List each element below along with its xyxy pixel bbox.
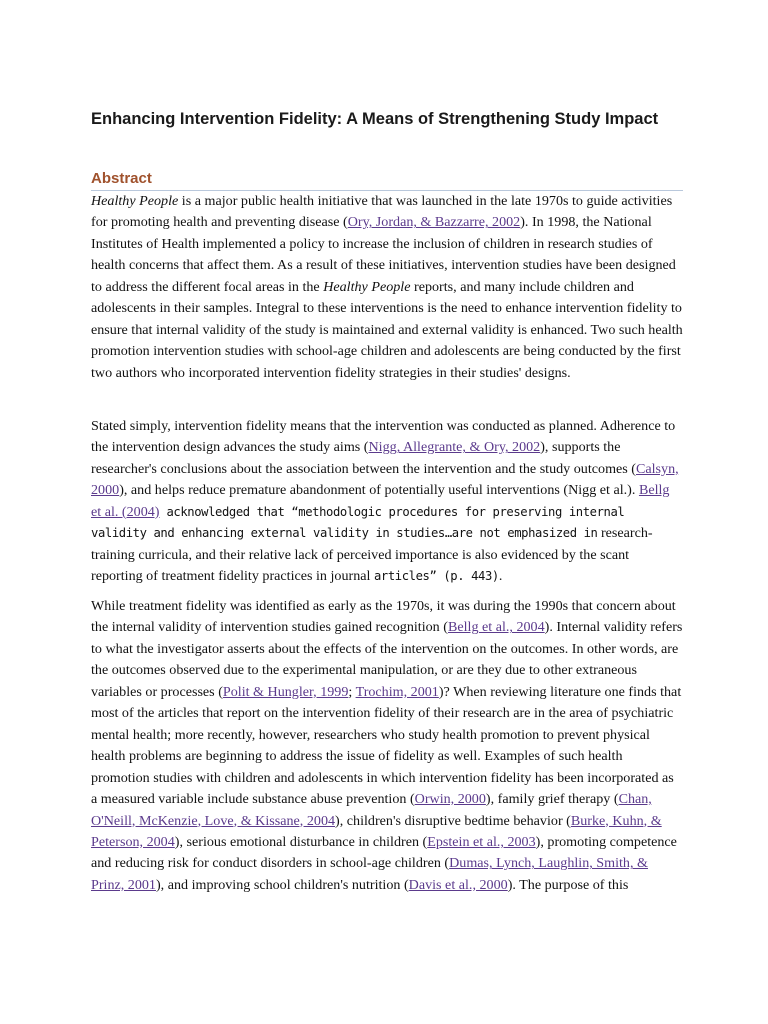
text-run: Stated simply, intervention fidelity means that the intervention was conducted as planned. Adherence to the intervention design advances the study aims (	[91, 418, 676, 456]
citation-link-orwin-2000[interactable]: Orwin, 2000	[414, 791, 486, 808]
citation-link-bellg-2004[interactable]: Bellg et al. (2004)	[91, 482, 670, 520]
text-run: reports, and many include children and adolescents in their samples. Integral to these interventions is the need to enhance intervention fidelity to ensure that internal validity of the study is maintained and external validity is enhanced. Two such health promotion intervention studies with school-age children and adolescents are being conducted by the first two authors who incorporated intervention fidelity strategies in their studies' designs.	[91, 278, 683, 381]
abstract-heading: Abstract	[91, 170, 152, 187]
citation-link-trochim-2001[interactable]: Trochim, 2001	[355, 683, 439, 700]
citation-link-polit-1999[interactable]: Polit & Hungler, 1999	[222, 683, 349, 700]
citation-link-burke-2004[interactable]: Burke, Kuhn, & Peterson, 2004	[91, 812, 662, 850]
text-run: ), and helps reduce premature abandonment of potentially useful interventions (Nigg et al.).	[119, 482, 639, 499]
quoted-text: articles” (p. 443)	[373, 569, 499, 584]
citation-link-bellg-2004b[interactable]: Bellg et al., 2004	[447, 619, 545, 636]
article-title: Enhancing Intervention Fidelity: A Means of Strengthening Study Impact	[91, 110, 659, 128]
text-run: ). The purpose of this	[507, 876, 629, 893]
text-run: ), supports the researcher's conclusions about the association between the intervention and the study outcomes (	[91, 439, 636, 477]
citation-link-nigg-2002[interactable]: Nigg, Allegrante, & Ory, 2002	[368, 439, 541, 456]
citation-link-davis-2000[interactable]: Davis et al., 2000	[408, 876, 508, 893]
text-run: ). In 1998, the National Institutes of Health implemented a policy to increase the inclusion of children in research studies of health concerns that affect them. As a result of these initiatives, intervention studies have been designed to address the different focal areas in the	[91, 214, 676, 295]
citation-link-epstein-2003[interactable]: Epstein et al., 2003	[427, 833, 536, 850]
abstract-paragraph-3	[91, 596, 683, 896]
text-run: ), and improving school children's nutrition (	[155, 876, 409, 893]
text-run: ;	[348, 683, 356, 700]
citation-link-chan-2004[interactable]: Chan, O'Neill, McKenzie, Love, & Kissane, 2004	[91, 791, 652, 829]
text-run: research-training curricula, and their relative lack of perceived importance is also evidenced by the scant reporting of treatment fidelity practices in journal	[91, 525, 653, 585]
text-run: ), children's disruptive bedtime behavior (	[335, 812, 571, 829]
emphasis-healthy-people: Healthy People	[91, 193, 179, 209]
abstract-paragraph-1	[91, 191, 683, 384]
text-run: ), promoting competence and reducing risk for conduct disorders in school-age children (	[91, 833, 677, 872]
text-run: ), family grief therapy (	[485, 791, 619, 808]
citation-link-dumas-2001[interactable]: Dumas, Lynch, Laughlin, Smith, & Prinz, 2001	[91, 855, 648, 893]
text-run: is a major public health initiative that was launched in the late 1970s to guide activities for promoting health and preventing disease (	[91, 193, 673, 231]
text-run: ), serious emotional disturbance in children (	[174, 833, 428, 850]
citation-link-ory-2002[interactable]: Ory, Jordan, & Bazzarre, 2002	[347, 214, 521, 231]
abstract-paragraph-2	[91, 416, 683, 588]
text-run: ). Internal validity refers to what the investigator asserts about the effects of the intervention on the outcomes. In other words, are the outcomes observed due to the experimental manipulation, or are they due to other extraneous variables or processes (	[91, 619, 683, 700]
text-run: .	[498, 568, 503, 585]
text-run: )? When reviewing literature one finds that most of the articles that report on the intervention fidelity of their research are in the area of psychiatric mental health; more recently, however, researchers who study health promotion to prevent physical health problems are beginning to address the issue of fidelity as well. Examples of such health promotion studies with children and adolescents in which intervention fidelity has been incorporated as a measured variable include substance abuse prevention (	[91, 683, 682, 808]
text-run: While treatment fidelity was identified as early as the 1970s, it was during the 1990s that concern about the internal validity of intervention studies gained recognition (	[91, 598, 676, 636]
emphasis-healthy-people: Healthy People	[323, 278, 411, 295]
citation-link-calsyn-2000[interactable]: Calsyn, 2000	[91, 460, 679, 499]
quoted-text: acknowledged that “methodologic procedures for preserving internal validity and enhancing external validity in studies…are not emphasized in	[91, 504, 625, 541]
